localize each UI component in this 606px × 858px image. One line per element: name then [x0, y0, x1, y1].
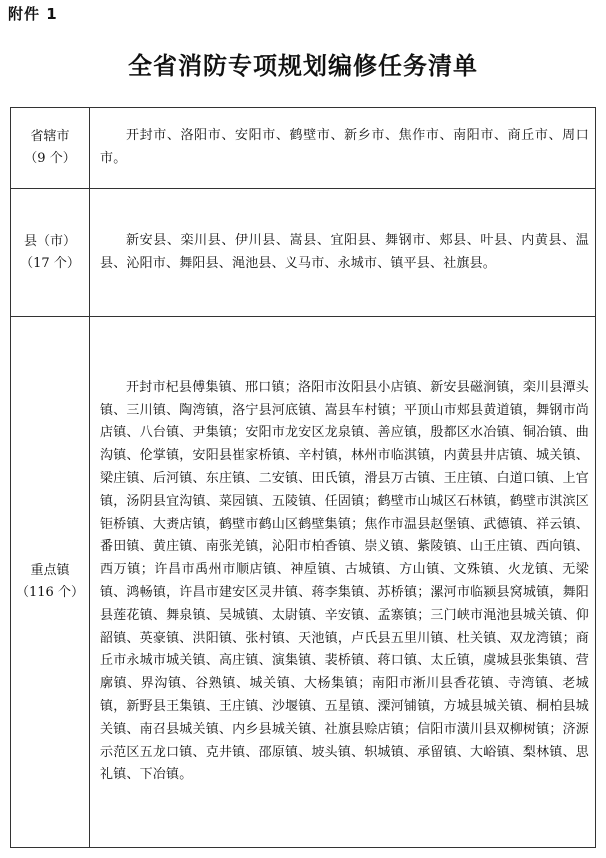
row-content-cell [90, 108, 596, 189]
table-row-key-towns [11, 317, 596, 848]
row-label: 县（市） [23, 233, 76, 249]
document-title: 全省消防专项规划编修任务清单 [128, 52, 478, 80]
table-row-counties [11, 189, 596, 317]
row-label-cell [11, 189, 90, 317]
task-list-table [10, 107, 596, 848]
table-row-cities [11, 108, 596, 189]
row-label: 省辖市 [30, 129, 70, 144]
row-count: （9 个） [24, 151, 76, 166]
row-content-cell [90, 317, 596, 848]
row-content: 开封市杞县傅集镇、邢口镇；洛阳市汝阳县小店镇、新安县磁涧镇，栾川县潭头镇、三川镇、陶湾镇，洛宁县河底镇、嵩县车村镇；平顶山市郏县黄道镇，舞钢市尚店镇、八台镇、尹集镇；安阳市龙安区龙泉镇、善应镇，殷都区水冶镇、铜冶镇、曲沟镇、伦掌镇，安阳县崔家桥镇、辛村镇，林州市临淇镇，内黄县井店镇、城关镇、梁庄镇、后河镇、东庄镇、二安镇、田氏镇，滑县万古镇、王庄镇、白道口镇、上官镇，汤阴县宜沟镇、菜园镇、五陵镇、任固镇；鹤壁市山城区石林镇，鹤壁市淇滨区钜桥镇、大赉店镇，鹤壁市鹤山区鹤壁集镇；焦作市温县赵堡镇、武德镇、祥云镇、番田镇、黄庄镇、南张羌镇，沁阳市柏香镇、崇义镇、紫陵镇、山王庄镇、西向镇、西万镇；许昌市禹州市顺店镇、神垕镇、古城镇、方山镇、文殊镇、火龙镇、无梁镇、鸿畅镇，许昌市建安区灵井镇、蒋李集镇、苏桥镇；漯河市临颍县窝城镇，舞阳县莲花镇、舞泉镇、吴城镇、太尉镇、辛安镇、孟寨镇；三门峡市渑池县城关镇、仰韶镇、英豪镇、洪阳镇、张村镇、天池镇，卢氏县五里川镇、杜关镇、双龙湾镇；商丘市永城市城关镇、高庄镇、演集镇、裴桥镇、蒋口镇、太丘镇，虞城县张集镇、营廓镇、界沟镇、谷熟镇、城关镇、大杨集镇；南阳市淅川县香花镇、寺湾镇、老城镇，新野县王集镇、王庄镇、沙堰镇、五星镇、溧河铺镇，方城县城关镇、桐柏县城关镇、南召县城关镇、内乡县城关镇、社旗县赊店镇；信阳市潢川县双柳树镇；济源示范区五龙口镇、克井镇、邵原镇、坡头镇、轵城镇、承留镇、大峪镇、梨林镇、思礼镇、下冶镇。 [100, 379, 589, 783]
row-count: （17 个） [20, 255, 80, 271]
row-content: 新安县、栾川县、伊川县、嵩县、宜阳县、舞钢市、郏县、叶县、内黄县、温县、沁阳市、舞阳县、渑池县、义马市、永城市、镇平县、社旗县。 [100, 232, 589, 271]
row-content-cell [90, 189, 596, 317]
attachment-label: 附件 1 [8, 5, 58, 23]
row-label-cell [11, 317, 90, 848]
row-content: 开封市、洛阳市、安阳市、鹤壁市、新乡市、焦作市、南阳市、商丘市、周口市。 [100, 128, 589, 166]
row-label: 重点镇 [30, 563, 70, 578]
row-count: （116 个） [16, 585, 84, 600]
row-label-cell [11, 108, 90, 189]
